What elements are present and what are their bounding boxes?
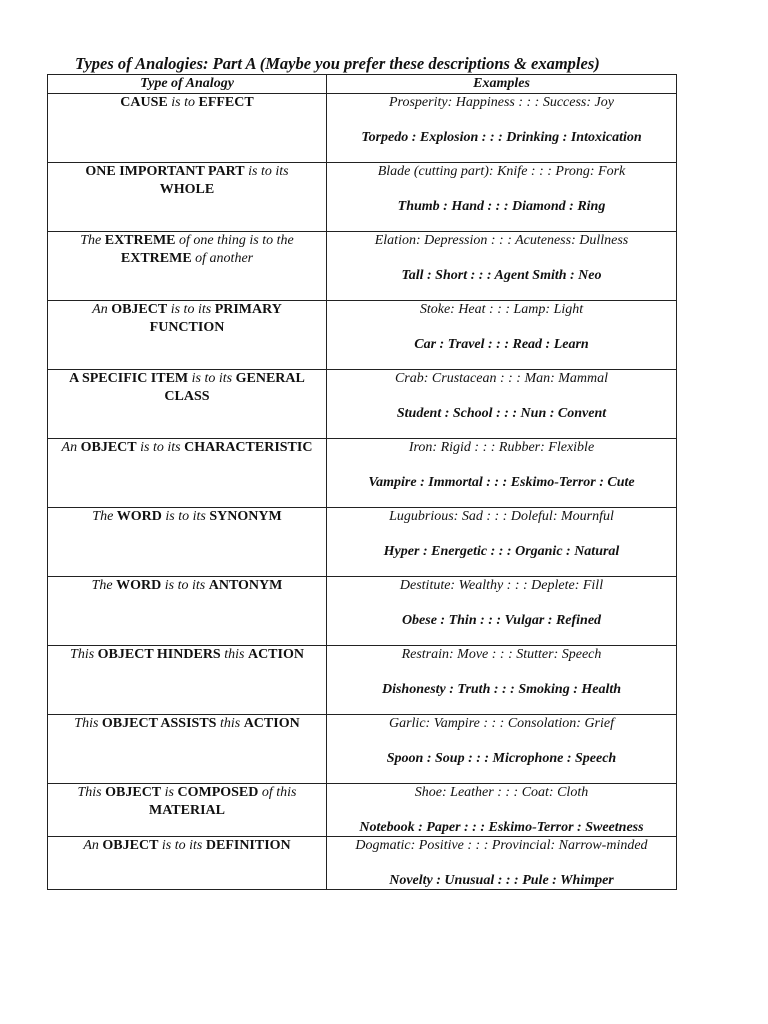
example-plain: Dogmatic: Positive : : : Provincial: Narrow-minded [355,838,648,853]
examples-cell [327,646,677,715]
analogy-type-cell [48,370,327,439]
analogy-table [47,74,677,890]
analogy-type-text: of one thing is to the [175,233,294,248]
analogy-type-text: is to its [161,509,210,524]
analogy-type-text: The [91,578,117,593]
page-title: Types of Analogies: Part A (Maybe you prefer these descriptions & examples) [75,54,600,73]
analogy-type-text: is to its [167,302,215,317]
header-examples: Examples [327,75,677,94]
example-bold: Torpedo : Explosion : : : Drinking : Intoxication [361,129,642,145]
example-bold: Dishonesty : Truth : : : Smoking : Health [381,681,622,697]
analogy-type-keyword: EFFECT [198,95,254,110]
table-row [48,163,677,232]
example-plain: Destitute: Wealthy : : : Deplete: Fill [399,578,604,593]
table-header-row [48,75,677,94]
example-bold: Vampire : Immortal : : : Eskimo-Terror : Cute [368,474,635,490]
examples-cell [327,301,677,370]
example-plain: Stoke: Heat : : : Lamp: Light [419,302,584,317]
analogy-type-keyword: EXTREME [104,233,176,248]
analogy-type-keyword: OBJECT [102,838,159,853]
examples-cell [327,577,677,646]
analogy-type-cell [48,439,327,508]
analogy-type-text: is to its [188,371,236,386]
analogy-type-text: This [70,647,98,662]
examples-cell [327,508,677,577]
analogy-type-text: this [220,647,248,662]
analogy-type-text: This [74,716,102,731]
example-bold: Student : School : : : Nun : Convent [396,405,607,421]
analogy-type-text: is to its [244,164,289,179]
analogy-type-keyword: OBJECT [80,440,137,455]
example-plain: Elation: Depression : : : Acuteness: Dullness [374,233,629,248]
analogy-type-text: of this [258,785,297,800]
example-plain: Iron: Rigid : : : Rubber: Flexible [408,440,595,455]
example-plain: Blade (cutting part): Knife : : : Prong: Fork [377,164,626,179]
analogy-type-keyword: OBJECT [105,785,162,800]
analogy-type-cell [48,715,327,784]
examples-cell [327,715,677,784]
analogy-type-keyword: ANTONYM [208,578,283,593]
examples-cell [327,784,677,837]
header-type-of-analogy: Type of Analogy [48,75,327,94]
example-plain: Restrain: Move : : : Stutter: Speech [401,647,602,662]
example-plain: Garlic: Vampire : : : Consolation: Grief [388,716,614,731]
analogy-type-keyword: SYNONYM [209,509,282,524]
example-plain: Prosperity: Happiness : : : Success: Joy [389,95,614,110]
analogy-type-text: is to [167,95,199,110]
analogy-type-text: is to its [136,440,185,455]
analogy-type-keyword: OBJECT HINDERS [97,647,221,662]
example-plain: Crab: Crustacean : : : Man: Mammal [394,371,609,386]
table-row [48,439,677,508]
analogy-type-keyword: CLASS [164,388,210,404]
example-bold: Spoon : Soup : : : Microphone : Speech [386,750,617,766]
analogy-type-cell [48,784,327,837]
analogy-type-keyword: ACTION [247,647,304,662]
example-bold: Obese : Thin : : : Vulgar : Refined [401,612,602,628]
analogy-type-keyword: WHOLE [159,181,215,197]
examples-cell [327,837,677,890]
analogy-type-text: of another [191,250,254,266]
analogy-type-keyword: CHARACTERISTIC [184,440,313,455]
analogy-type-cell [48,646,327,715]
example-plain: Lugubrious: Sad : : : Doleful: Mournful [389,509,614,524]
examples-cell [327,94,677,163]
table-row [48,301,677,370]
analogy-type-text: is to its [158,838,206,853]
analogy-type-keyword: WORD [116,509,162,524]
analogy-type-keyword: FUNCTION [149,319,225,335]
table-row [48,232,677,301]
analogy-type-text: The [92,509,117,524]
example-bold: Hyper : Energetic : : : Organic : Natural [383,543,620,559]
analogy-type-text: is [161,785,178,800]
examples-cell [327,163,677,232]
analogy-type-cell [48,232,327,301]
example-plain: Shoe: Leather : : : Coat: Cloth [414,785,589,800]
analogy-type-keyword: GENERAL [235,371,305,386]
analogy-type-keyword: WORD [116,578,162,593]
table-body [48,94,677,890]
table-row [48,784,677,837]
example-bold: Notebook : Paper : : : Eskimo-Terror : Sweetness [359,819,644,835]
examples-cell [327,370,677,439]
analogy-type-keyword: DEFINITION [205,838,291,853]
analogy-type-keyword: MATERIAL [149,802,225,818]
analogy-type-cell [48,163,327,232]
table-row [48,508,677,577]
analogy-type-text: The [80,233,105,248]
analogy-type-keyword: EXTREME [120,250,192,266]
analogy-type-text: is to its [161,578,209,593]
examples-cell [327,232,677,301]
analogy-type-cell [48,301,327,370]
table-row [48,837,677,890]
table-row [48,94,677,163]
analogy-type-keyword: OBJECT [111,302,168,317]
analogy-type-cell [48,94,327,163]
analogy-type-text: An [61,440,81,455]
analogy-type-cell [48,837,327,890]
example-bold: Thumb : Hand : : : Diamond : Ring [397,198,606,214]
table-row [48,715,677,784]
analogy-type-cell [48,577,327,646]
table-row [48,577,677,646]
example-bold: Tall : Short : : : Agent Smith : Neo [401,267,602,283]
analogy-type-cell [48,508,327,577]
analogy-type-keyword: A SPECIFIC ITEM [69,371,189,386]
analogy-type-keyword: PRIMARY [214,302,282,317]
table-row [48,370,677,439]
analogy-type-keyword: ONE IMPORTANT PART [85,164,245,179]
examples-cell [327,439,677,508]
analogy-type-keyword: CAUSE [120,95,168,110]
example-bold: Novelty : Unusual : : : Pule : Whimper [389,872,614,888]
analogy-type-text: this [216,716,244,731]
table-row [48,646,677,715]
analogy-type-text: This [77,785,106,800]
example-bold: Car : Travel : : : Read : Learn [414,336,589,352]
analogy-type-keyword: OBJECT ASSISTS [101,716,217,731]
analogy-type-text: An [83,838,103,853]
analogy-type-keyword: ACTION [243,716,300,731]
analogy-type-keyword: COMPOSED [177,785,259,800]
analogy-type-text: An [92,302,112,317]
